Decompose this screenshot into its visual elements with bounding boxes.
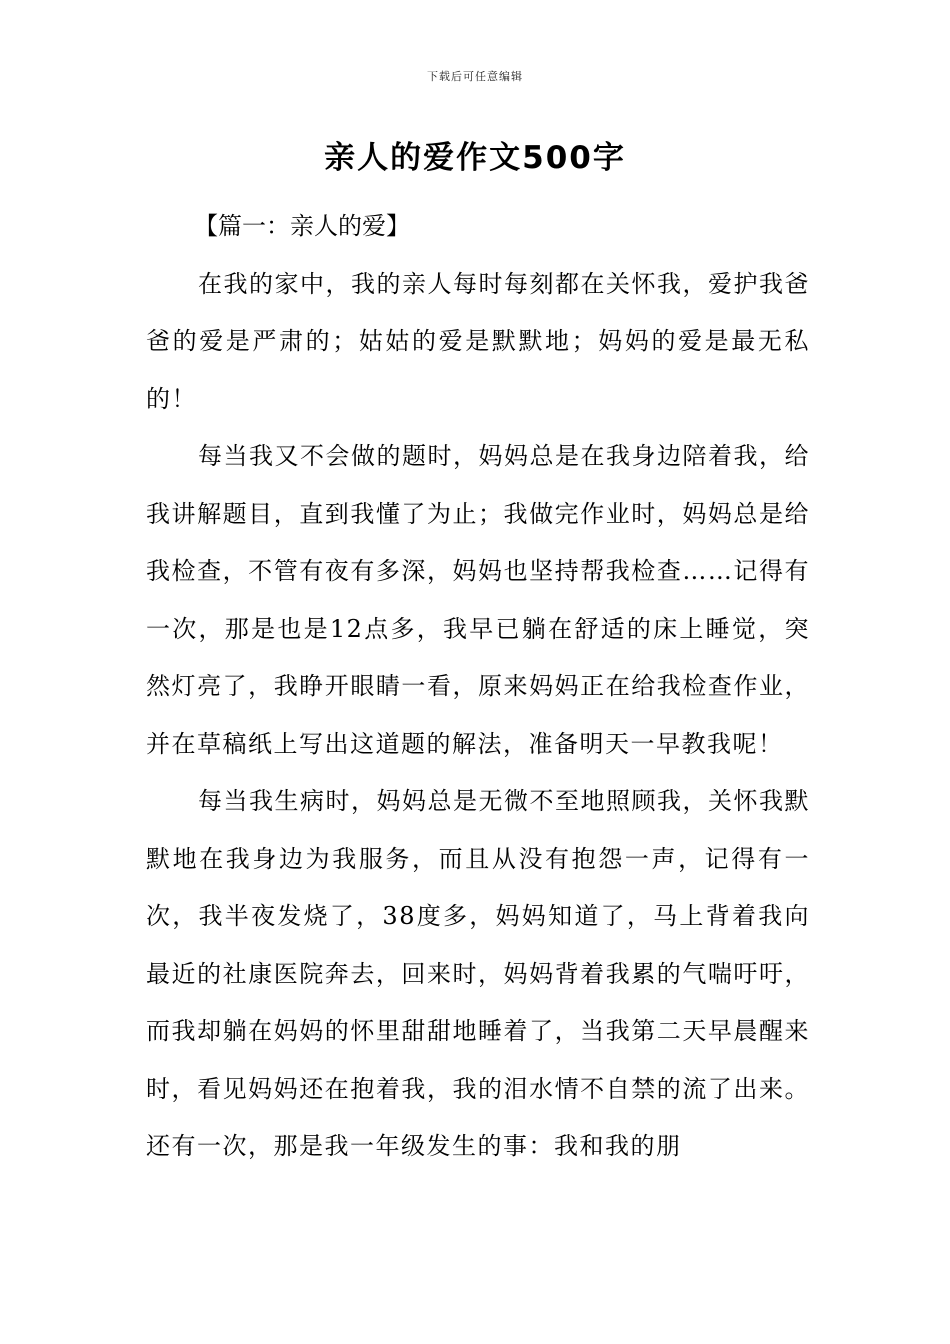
paragraph-1: 在我的家中，我的亲人每时每刻都在关怀我，爱护我爸爸的爱是严肃的；姑姑的爱是默默地；妈妈的爱是最无私的！	[146, 269, 810, 413]
document-title: 亲人的爱作文500字	[324, 140, 626, 176]
paragraph-3: 每当我生病时，妈妈总是无微不至地照顾我，关怀我默默地在我身边为我服务，而且从没有抱怨一声，记得有一次，我半夜发烧了，38度多，妈妈知道了，马上背着我向最近的社康医院奔去，回来时，妈妈背着我累的气喘吁吁，而我却躺在妈妈的怀里甜甜地睡着了，当我第二天早晨醒来时，看见妈妈还在抱着我，我的泪水情不自禁的流了出来。还有一次，那是我一年级发生的事：我和我的朋	[146, 787, 810, 1160]
header-note: 下载后可任意编辑	[427, 70, 523, 83]
document-body	[146, 198, 810, 1176]
section-heading: 【篇一：亲人的爱】	[194, 212, 410, 240]
paragraph-2: 每当我又不会做的题时，妈妈总是在我身边陪着我，给我讲解题目，直到我懂了为止；我做完作业时，妈妈总是给我检查，不管有夜有多深，妈妈也坚持帮我检查……记得有一次，那是也是12点多，我早已躺在舒适的床上睡觉，突然灯亮了，我睁开眼睛一看，原来妈妈正在给我检查作业，并在草稿纸上写出这道题的解法，准备明天一早教我呢！	[146, 442, 810, 758]
